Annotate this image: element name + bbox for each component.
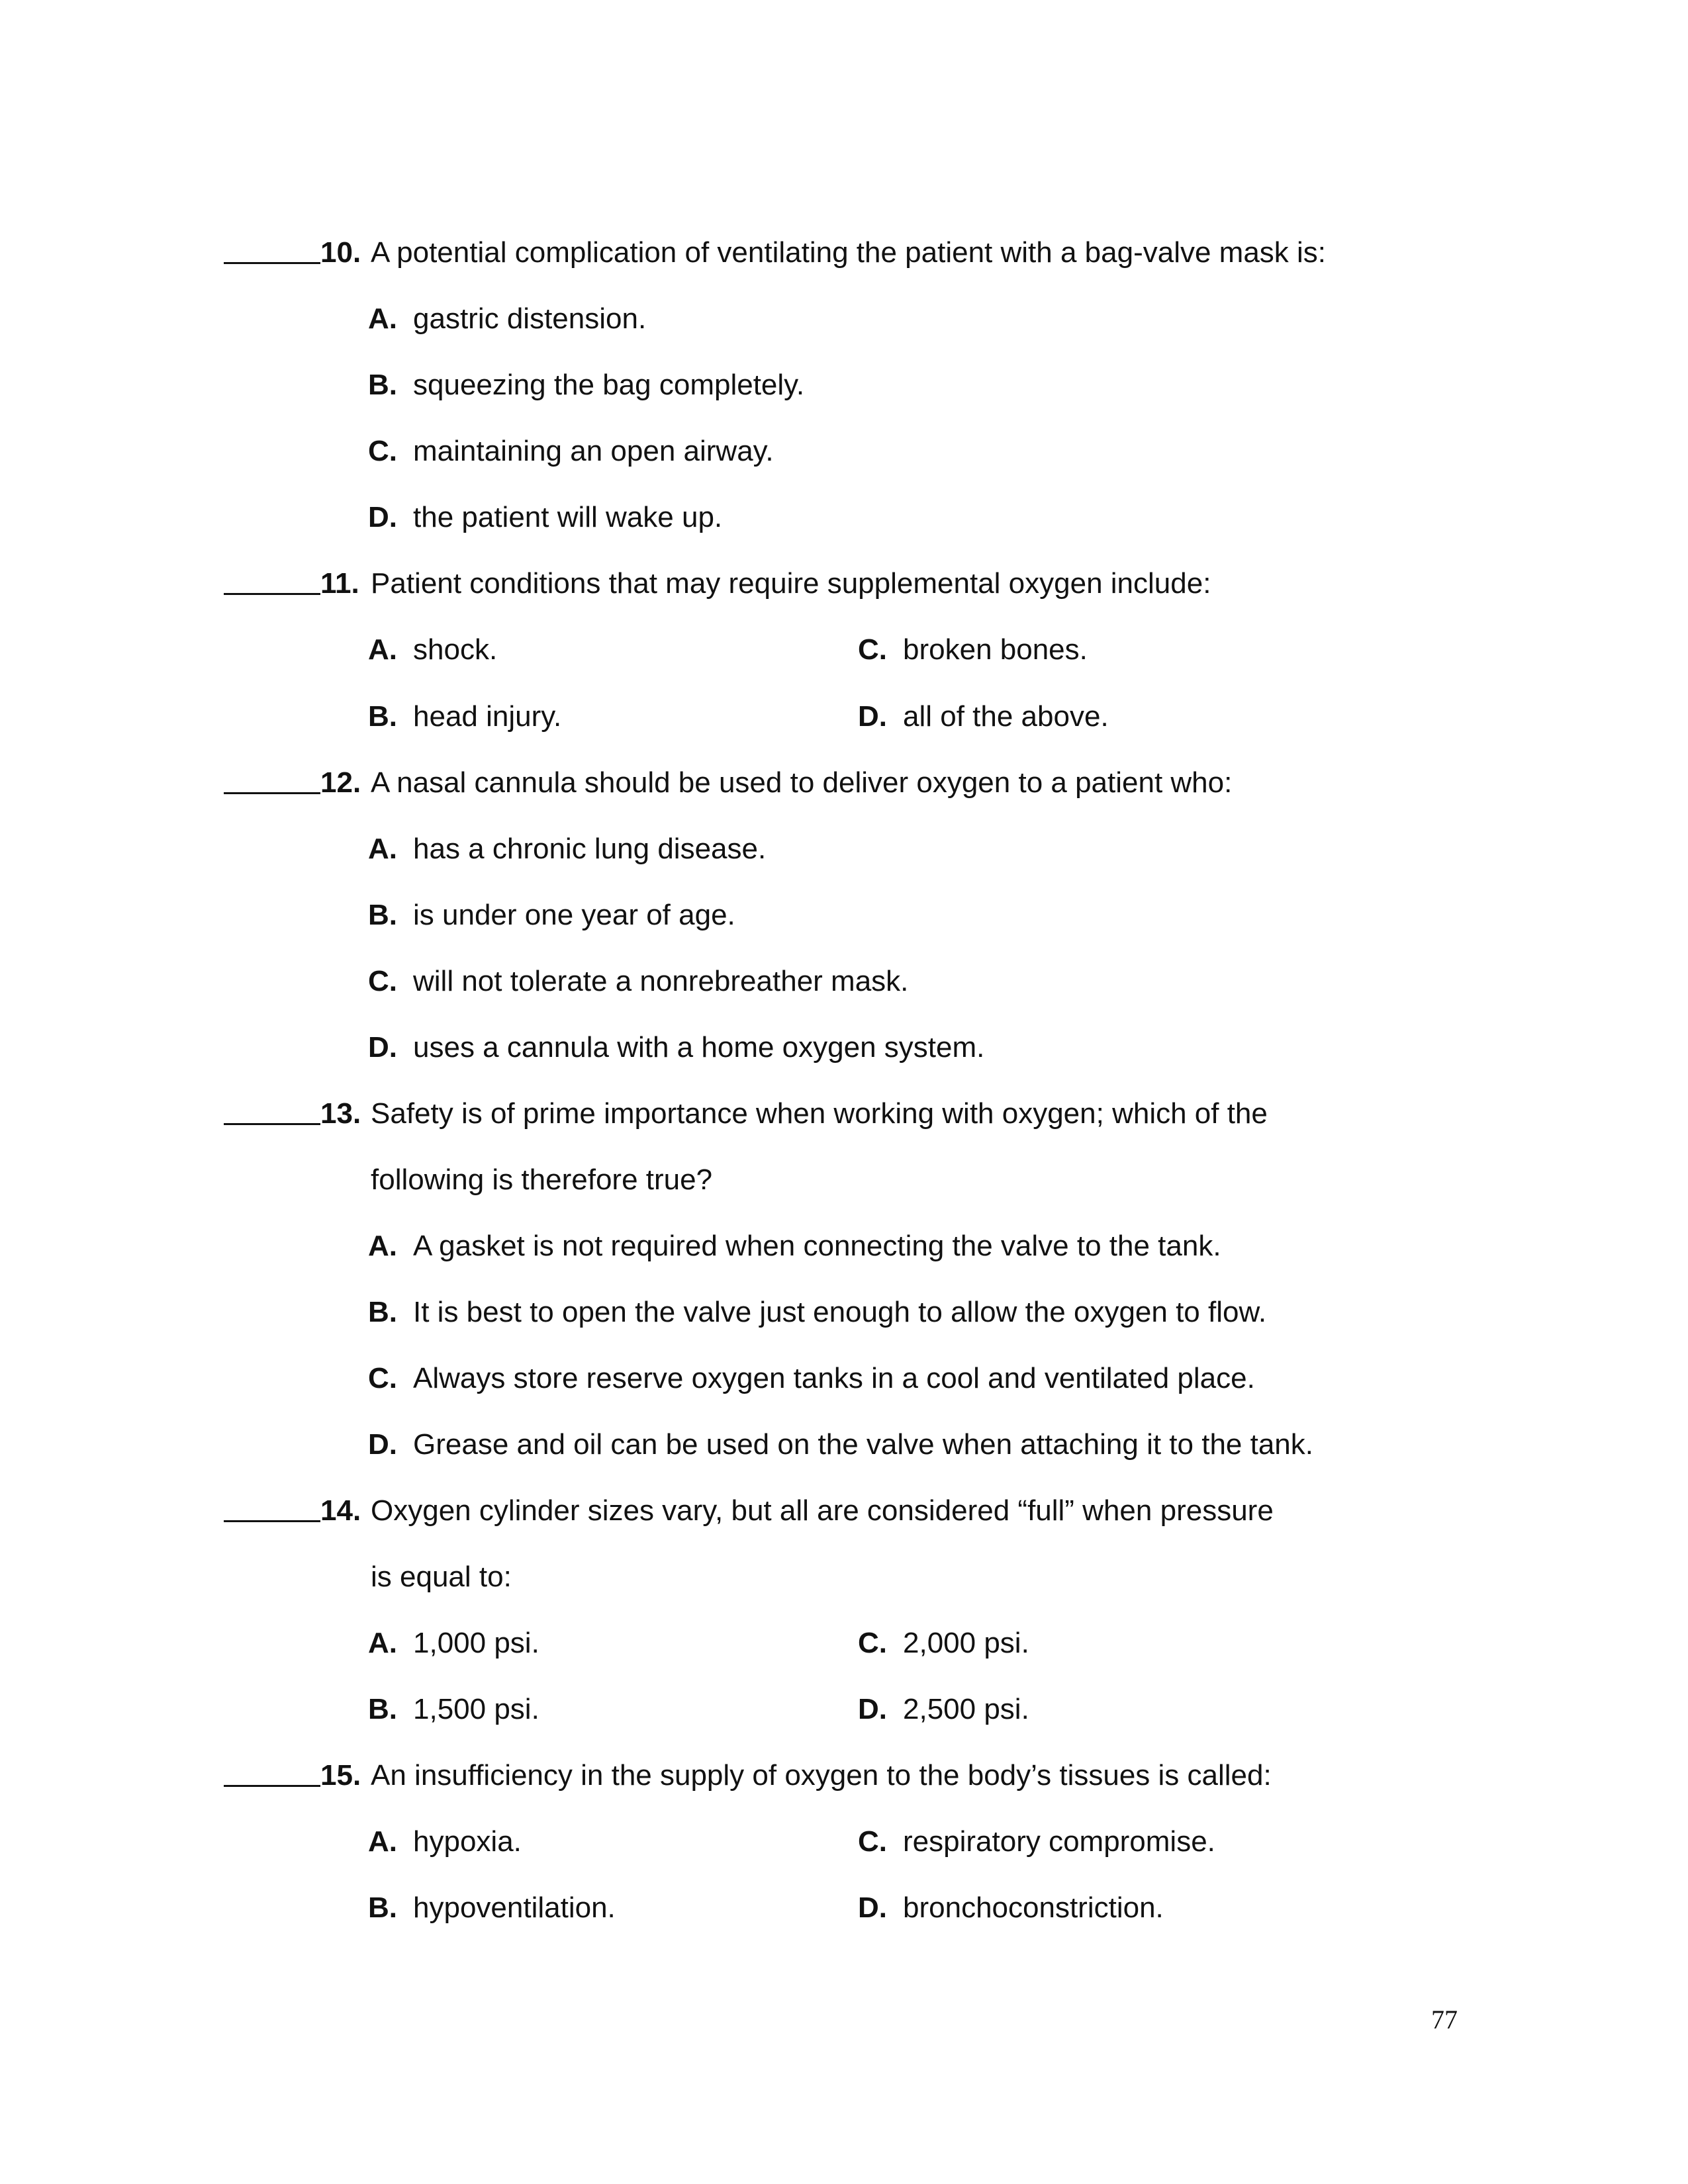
option-letter: C.	[858, 633, 887, 666]
option-letter: B.	[368, 1296, 397, 1328]
question-text: Oxygen cylinder sizes vary, but all are considered “full” when pressure	[371, 1494, 1274, 1527]
answer-blank[interactable]	[224, 237, 320, 264]
question-number: 15.	[320, 1759, 361, 1792]
option-letter: D.	[368, 1428, 397, 1461]
option-text: 2,000 psi.	[903, 1627, 1029, 1659]
option-letter: A.	[368, 302, 397, 335]
question-number: 14.	[320, 1494, 361, 1527]
option-letter: C.	[368, 965, 397, 997]
question-text: Patient conditions that may require supplemental oxygen include:	[371, 567, 1211, 600]
question-number: 11.	[320, 567, 359, 600]
option-text: Always store reserve oxygen tanks in a cool and ventilated place.	[413, 1362, 1255, 1394]
question-number: 10.	[320, 236, 361, 269]
option-letter: B.	[368, 899, 397, 931]
option-letter: A.	[368, 833, 397, 865]
option-letter: D.	[858, 700, 887, 733]
option-text: hypoxia.	[413, 1825, 522, 1858]
option-letter: B.	[368, 1891, 397, 1924]
option-text: 1,000 psi.	[413, 1627, 539, 1659]
option-text: will not tolerate a nonrebreather mask.	[413, 965, 909, 997]
page-number: 77	[1431, 2005, 1458, 2034]
option-text: squeezing the bag completely.	[413, 369, 805, 401]
option-text: all of the above.	[903, 700, 1109, 733]
option-letter: D.	[368, 501, 397, 533]
option-text: is under one year of age.	[413, 899, 735, 931]
option-letter: A.	[368, 633, 397, 666]
option-letter: D.	[858, 1891, 887, 1924]
option-letter: C.	[368, 435, 397, 467]
answer-blank[interactable]	[224, 568, 320, 595]
option-text: maintaining an open airway.	[413, 435, 774, 467]
question-text-continued: is equal to:	[371, 1561, 512, 1593]
answer-blank[interactable]	[224, 1760, 320, 1787]
option-text: the patient will wake up.	[413, 501, 723, 533]
option-text: bronchoconstriction.	[903, 1891, 1164, 1924]
option-letter: C.	[858, 1627, 887, 1659]
option-letter: B.	[368, 369, 397, 401]
option-text: 2,500 psi.	[903, 1693, 1029, 1725]
option-letter: A.	[368, 1230, 397, 1262]
answer-blank[interactable]	[224, 1098, 320, 1125]
option-letter: C.	[368, 1362, 397, 1394]
question-text: A potential complication of ventilating the patient with a bag-valve mask is:	[371, 236, 1327, 269]
option-text: has a chronic lung disease.	[413, 833, 767, 865]
option-text: respiratory compromise.	[903, 1825, 1215, 1858]
option-text: broken bones.	[903, 633, 1088, 666]
option-text: gastric distension.	[413, 302, 647, 335]
option-letter: D.	[858, 1693, 887, 1725]
option-text: shock.	[413, 633, 498, 666]
question-number: 12.	[320, 766, 361, 799]
answer-blank[interactable]	[224, 767, 320, 794]
question-number: 13.	[320, 1097, 361, 1130]
option-text: 1,500 psi.	[413, 1693, 539, 1725]
option-letter: A.	[368, 1627, 397, 1659]
question-text: A nasal cannula should be used to deliver oxygen to a patient who:	[371, 766, 1233, 799]
option-text: uses a cannula with a home oxygen system.	[413, 1031, 985, 1064]
option-text: hypoventilation.	[413, 1891, 616, 1924]
option-letter: D.	[368, 1031, 397, 1064]
option-text: Grease and oil can be used on the valve when attaching it to the tank.	[413, 1428, 1314, 1461]
question-text-continued: following is therefore true?	[371, 1163, 713, 1196]
question-text: An insufficiency in the supply of oxygen to the body’s tissues is called:	[371, 1759, 1272, 1792]
option-letter: B.	[368, 700, 397, 733]
option-letter: B.	[368, 1693, 397, 1725]
option-text: A gasket is not required when connecting the valve to the tank.	[413, 1230, 1221, 1262]
option-letter: C.	[858, 1825, 887, 1858]
question-text: Safety is of prime importance when working with oxygen; which of the	[371, 1097, 1268, 1130]
option-letter: A.	[368, 1825, 397, 1858]
answer-blank[interactable]	[224, 1495, 320, 1522]
option-text: It is best to open the valve just enough to allow the oxygen to flow.	[413, 1296, 1267, 1328]
option-text: head injury.	[413, 700, 562, 733]
